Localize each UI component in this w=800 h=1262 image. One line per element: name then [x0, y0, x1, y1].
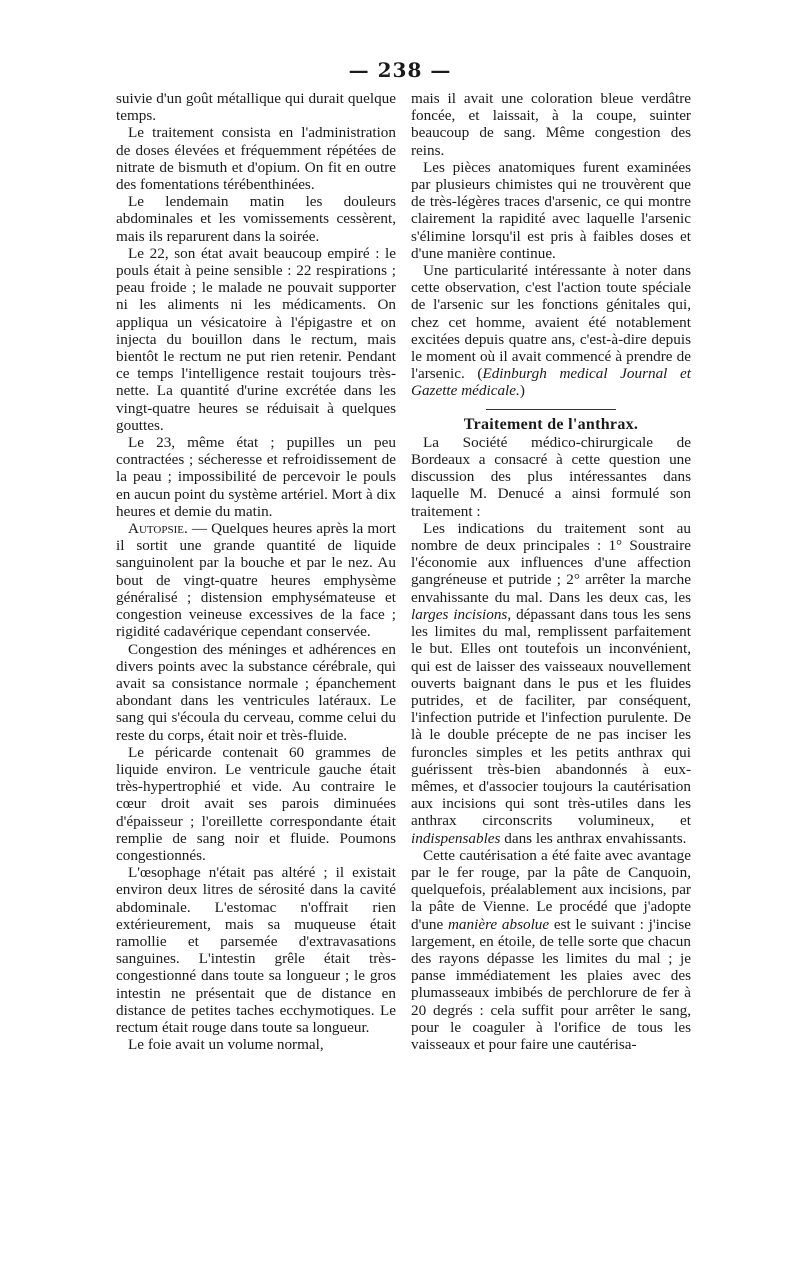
paragraph: La Société médico-chirurgicale de Bordeaux a consacré à cette question une discussion des plus intéressantes dans laquelle M. Denucé a ainsi formulé son traitement :	[411, 433, 691, 520]
paragraph-text: Les indications du traitement sont au nombre de deux principales : 1° Soustraire l'économie aux influences d'une affection gangréneuse et putride ; 2° arrêter la marche envahissante du mal. Dans les deux cas, les	[411, 519, 691, 606]
source-citation: Edinburgh medical Journal et Gazette médicale.	[411, 365, 691, 400]
paragraph-text: — Quelques heures après la mort il sortit une grande quantité de liquide sanguinolent par la bouche et par le nez. Au bout de vingt-quatre heures emphysème généralisé ; distension emphysémateuse et congestion veineuse excessives de la face ; rigidité cadavérique cependant conservée.	[116, 520, 396, 641]
paragraph-text: dans les anthrax envahissants.	[500, 829, 687, 847]
paragraph	[116, 520, 396, 640]
paragraph-text: )	[519, 382, 525, 400]
paragraph: Le 22, son état avait beaucoup empiré : le pouls était à peine sensible : 22 respirations ; peau froide ; le malade ne pouvait supporter ni les aliments ni les médicaments. On appliqua un vésicatoire à l'épigastre et on injecta du bouillon dans le rectum, mais bientôt le rectum ne put rien retenir. Pendant ce temps l'intelligence restait toujours très-nette. La quantité d'urine excrétée dans les vingt-quatre heures se réduisait à quelques gouttes.	[116, 244, 396, 434]
paragraph: Congestion des méninges et adhérences en divers points avec la substance cérébrale, qui avait sa consistance normale ; épanchement abondant dans les ventricules latéraux. Le sang qui s'écoula du cerveau, comme celui du reste du corps, était noir et très-fluide.	[116, 640, 396, 744]
autopsy-label: Autopsie.	[128, 520, 188, 538]
emphasis: larges incisions	[411, 605, 508, 623]
paragraph: Le 23, même état ; pupilles un peu contractées ; sécheresse et refroidissement de la peau ; impossibilité de percevoir le pouls en aucun point du système artériel. Mort à dix heures et demie du matin.	[116, 434, 396, 520]
paragraph: L'œsophage n'était pas altéré ; il existait environ deux litres de sérosité dans la cavité abdominale. L'estomac n'offrait rien extérieurement, mais sa muqueuse était ramollie et parsemée d'extravasations sanguines. L'intestin grêle était très-congestionné dans toute sa longueur ; le gros intestin ne présentait que de distance en distance de petites taches ecchymotiques. Le rectum était rouge dans toute sa longueur.	[116, 864, 396, 1036]
paragraph-text: Cette cautérisation a été faite avec avantage par le fer rouge, par la pâte de Canquoin, quelquefois, préalablement aux incisions, par la pâte de Vienne. Le procédé que j'adopte d'une	[411, 846, 691, 933]
paragraph	[411, 847, 691, 1053]
left-column	[116, 90, 396, 1053]
paragraph: Le lendemain matin les douleurs abdominales et les vomissements cessèrent, mais ils reparurent dans la soirée.	[116, 193, 396, 245]
paragraph-text: , dépassant dans tous les sens les limites du mal, remplissent parfaitement le but. Elles ont toutefois un inconvénient, qui est de laisser des vaisseaux nouvellement ouverts baignant dans le pus et les fluides putrides, et de faciliter, par conséquent, l'infection putride et l'infection purulente. De là le double précepte de ne pas inciser les furoncles simples et les petits anthrax qui guérissent très-bien abandonnés à eux-mêmes, et d'associer toujours la cautérisation aux incisions qui sont très-utiles dans les anthrax circonscrits volumineux, et	[411, 605, 691, 830]
right-column	[411, 90, 691, 1053]
paragraph: mais il avait une coloration bleue verdâtre foncée, et laissait, à la coupe, suinter beaucoup de sang. Même congestion des reins.	[411, 90, 691, 159]
emphasis: manière absolue	[447, 915, 550, 933]
paragraph-text: est le suivant : j'incise largement, en étoile, de telle sorte que chacun des rayons dépasse les limites du mal ; je panse immédiatement les plaies avec des plumasseaux imbibés de perchlorure de fer à 20 degrés : cela suffit pour arrêter le sang, pour le coaguler à l'orifice de tous les vaisseaux et pour faire une cautérisa-	[411, 915, 691, 1053]
section-divider	[486, 409, 616, 410]
paragraph: Le péricarde contenait 60 grammes de liquide environ. Le ventricule gauche était très-hypertrophié et vide. Au contraire le cœur droit avait ses parois diminuées d'épaisseur ; l'oreillette correspondante était remplie de sang noir et fluide. Poumons congestionnés.	[116, 743, 396, 864]
section-title: Traitement de l'anthrax.	[463, 415, 639, 433]
paragraph	[411, 520, 691, 847]
page-number: — 238 —	[348, 58, 452, 82]
emphasis: indispensables	[411, 829, 501, 847]
paragraph: Le traitement consista en l'administration de doses élevées et fréquemment répétées de nitrate de bismuth et d'opium. On fit en outre des fomentations térébenthinées.	[116, 124, 396, 194]
paragraph: Les pièces anatomiques furent examinées par plusieurs chimistes qui ne trouvèrent que de très-légères traces d'arsenic, ce qui montre clairement la rapidité avec laquelle l'arsenic s'élimine lorsqu'il est pris à faibles doses et d'une manière continue.	[411, 158, 691, 262]
paragraph: suivie d'un goût métallique qui durait quelque temps.	[116, 90, 396, 125]
paragraph	[411, 262, 691, 400]
paragraph-text: Une particularité intéressante à noter dans cette observation, c'est l'action toute spéciale de l'arsenic sur les fonctions génitales qui, chez cet homme, avaient été notablement excitées depuis quatre ans, c'est-à-dire depuis le moment où il avait commencé à prendre de l'arsenic. (	[411, 262, 691, 383]
paragraph: Le foie avait un volume normal,	[128, 1036, 324, 1054]
